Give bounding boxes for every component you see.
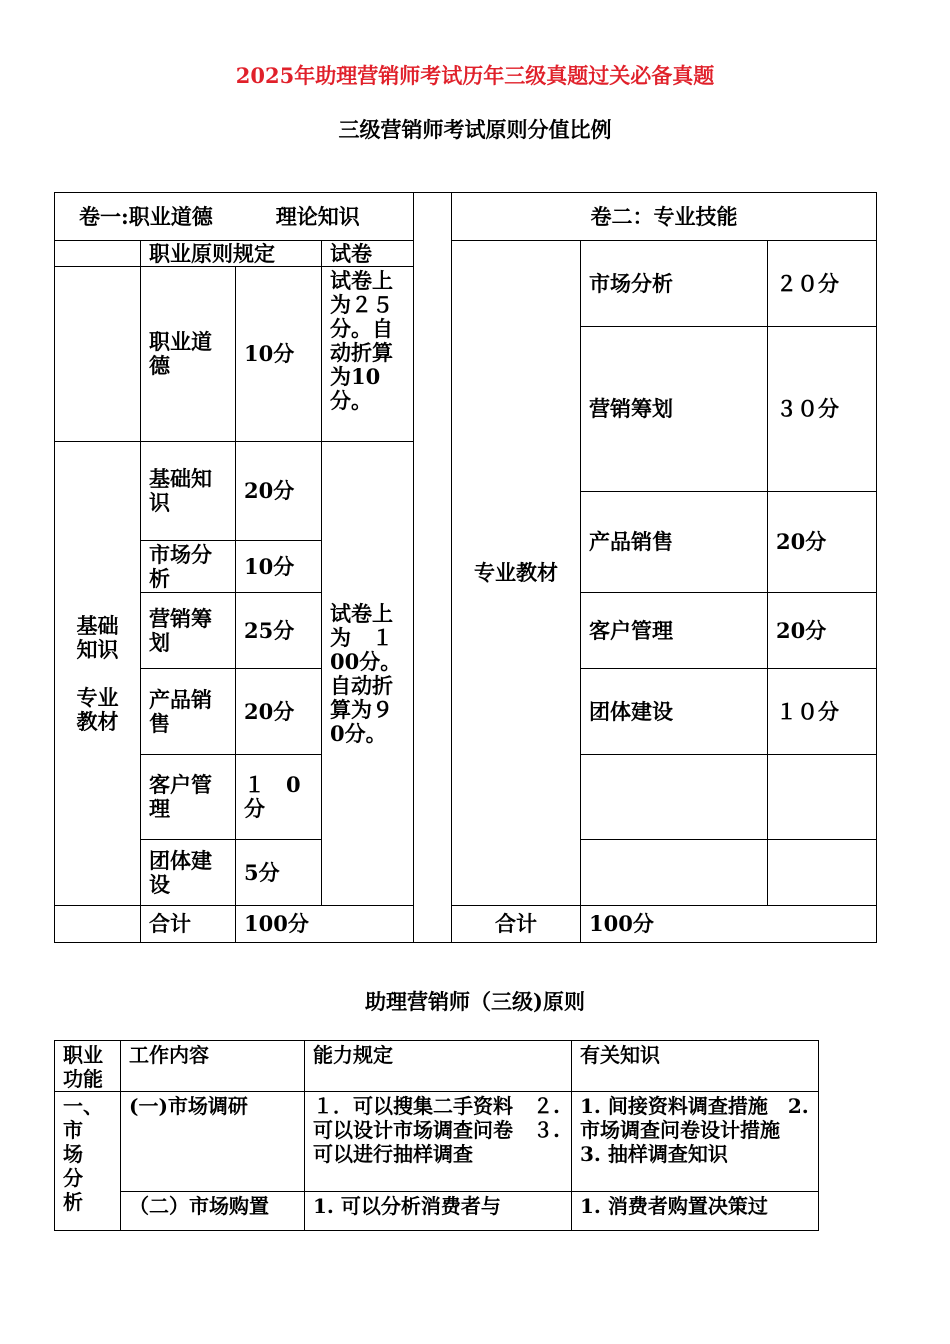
table-separator-column	[413, 192, 452, 943]
table2-knowledge-1: 1. 间接资料调查措施 2. 市场调查问卷设计措施 3. 抽样调查知识	[571, 1091, 819, 1192]
right-row-label: 客户管理	[580, 592, 768, 669]
table2-header-content: 工作内容	[120, 1040, 305, 1092]
document-title: 2025年助理营销师考试历年三级真题过关必备真题	[235, 63, 715, 88]
table2-knowledge-2: 1. 消费者购置决策过	[571, 1191, 819, 1231]
right-total-label: 合计	[451, 905, 581, 943]
right-row-score: １０分	[767, 668, 877, 755]
right-row-label: 产品销售	[580, 491, 768, 593]
left-row-score: 25分	[235, 592, 322, 669]
left-ethics-note: 试卷上为２５分。自动折算 为10分。	[321, 266, 414, 442]
left-row-label: 营销筹划	[140, 592, 236, 669]
table2-content-1: (一)市场调研	[120, 1091, 305, 1192]
left-row-label: 基础知识	[140, 441, 236, 541]
right-empty-cell	[580, 839, 768, 906]
right-group-label: 专业教材	[451, 240, 581, 906]
left-row-label: 客户管理	[140, 754, 236, 840]
right-empty-cell	[580, 754, 768, 840]
section-title-score-ratio: 三级营销师考试原则分值比例	[338, 117, 612, 142]
right-header: 卷二：专业技能	[451, 192, 877, 241]
left-header: 卷一:职业道德 理论知识	[54, 192, 414, 241]
right-total-value: 100分	[580, 905, 877, 943]
table2-header-knowledge: 有关知识	[571, 1040, 819, 1092]
right-row-score: ２０分	[767, 240, 877, 327]
section-title-standards: 助理营销师（三级)原则	[365, 989, 585, 1014]
left-row-score: １ 0分	[235, 754, 322, 840]
right-row-score: 20分	[767, 592, 877, 669]
table2-header-function: 职业功能	[54, 1040, 121, 1092]
table2-ability-2: 1. 可以分析消费者与	[304, 1191, 572, 1231]
left-ethics-label: 职业道德	[140, 266, 236, 442]
left-total-value: 100分	[235, 905, 414, 943]
right-row-label: 营销筹划	[580, 326, 768, 492]
table2-function-1: 一、市场分析	[54, 1091, 121, 1231]
left-ethics-score: 10分	[235, 266, 322, 442]
table2-ability-1: １．可以搜集二手资料 ２.可以设计市场调查问卷 ３. 可以进行抽样调查	[304, 1091, 572, 1192]
left-total-label: 合计	[140, 905, 236, 943]
left-total-blank	[54, 905, 141, 943]
left-row-score: 20分	[235, 441, 322, 541]
left-group-label	[54, 441, 141, 906]
left-row-label: 产品销售	[140, 668, 236, 755]
right-row-label: 市场分析	[580, 240, 768, 327]
left-subheader-paper: 试卷	[321, 240, 414, 267]
left-row-label: 团体建设	[140, 839, 236, 906]
left-row-score: 10分	[235, 540, 322, 593]
right-row-label: 团体建设	[580, 668, 768, 755]
left-row-score: 5分	[235, 839, 322, 906]
left-row-score: 20分	[235, 668, 322, 755]
right-row-score: ３０分	[767, 326, 877, 492]
left-subheader-blank	[54, 240, 141, 267]
right-empty-cell	[767, 839, 877, 906]
right-row-score: 20分	[767, 491, 877, 593]
table2-content-2: （二）市场购置	[120, 1191, 305, 1231]
table2-header-ability: 能力规定	[304, 1040, 572, 1092]
left-subheader-rules: 职业原则规定	[140, 240, 322, 267]
right-empty-cell	[767, 754, 877, 840]
left-group-label-2: 专业教材	[76, 684, 119, 734]
left-ethics-group-blank	[54, 266, 141, 442]
left-row-label: 市场分析	[140, 540, 236, 593]
left-rows-note: 试卷上为 １00分。自动折算为９0分。	[321, 441, 414, 906]
left-group-label-1: 基础知识	[76, 612, 119, 662]
